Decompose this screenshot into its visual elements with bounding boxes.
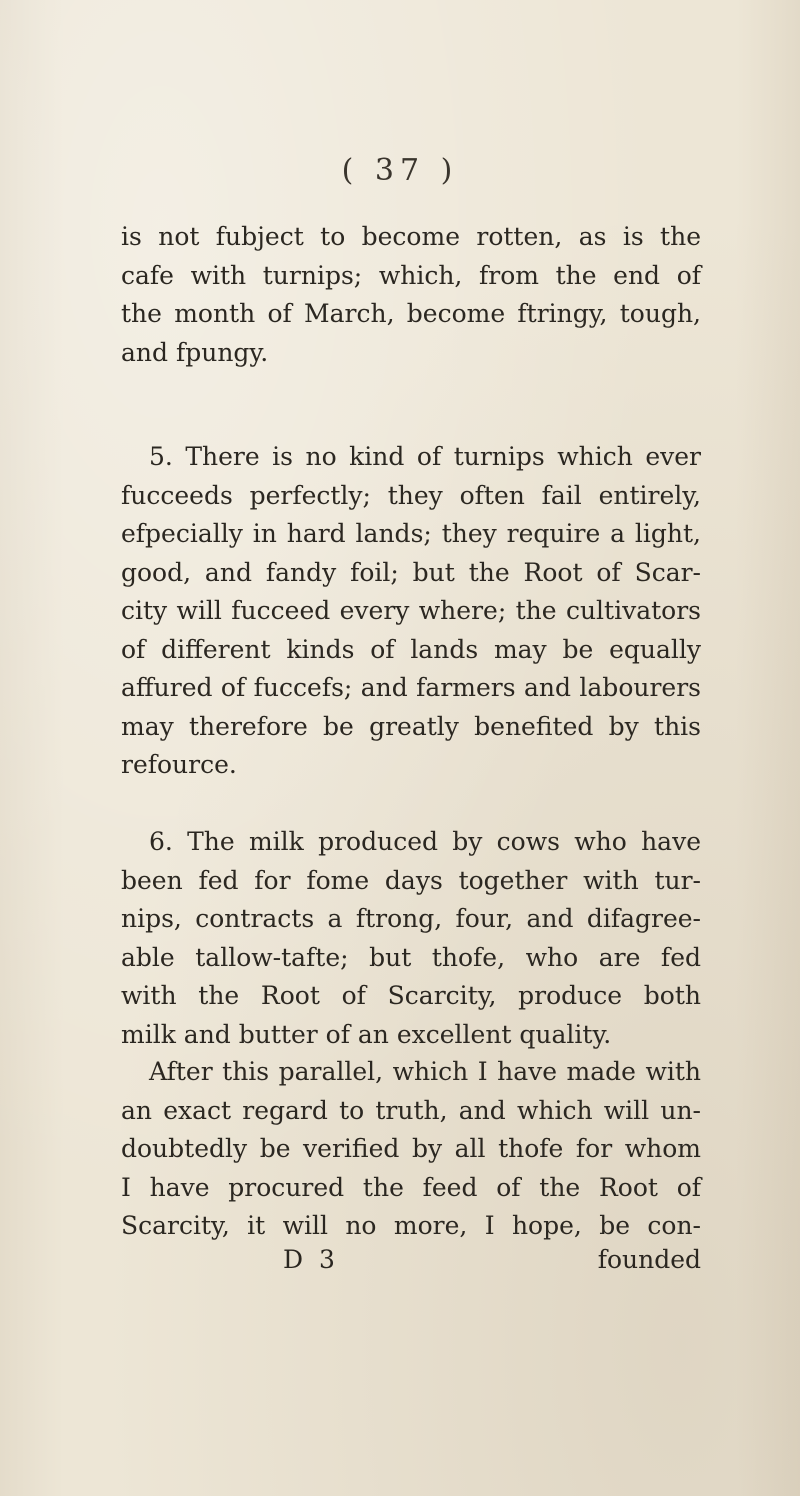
- text-line: may therefore be greatly benefited by this: [121, 711, 701, 741]
- page-footer: [121, 1245, 701, 1283]
- text-line: nips, contracts a ftrong, four, and difagree-: [121, 904, 701, 933]
- text-line: an exact regard to truth, and which will un-: [121, 1095, 701, 1125]
- text-line: I have procured the feed of the Root of: [121, 1172, 701, 1202]
- paragraph-4: [121, 1053, 701, 1246]
- text-line: city will fucceed every where; the cultivators: [121, 596, 701, 625]
- text-line: milk and butter of an excellent quality.: [121, 1019, 612, 1049]
- text-line: fucceeds perfectly; they often fail entirely,: [121, 480, 701, 510]
- text-line: Scarcity, it will no more, I hope, be con-: [121, 1211, 701, 1240]
- paragraph-1: [121, 218, 701, 372]
- text-line: been fed for fome days together with tur-: [121, 865, 701, 895]
- text-line: cafe with turnips; which, from the end of: [121, 260, 701, 290]
- text-line: good, and fandy foil; but the Root of Scar-: [121, 557, 701, 587]
- page-number: ( 37 ): [341, 153, 459, 188]
- text-line: with the Root of Scarcity, produce both: [121, 981, 701, 1010]
- text-line: able tallow-tafte; but thofe, who are fed: [121, 942, 701, 972]
- text-line: the month of March, become ftringy, tough,: [121, 299, 701, 328]
- text-line: doubtedly be verified by all thofe for whom: [121, 1134, 701, 1163]
- signature-mark: D 3: [283, 1245, 339, 1274]
- text-line: is not fubject to become rotten, as is the: [121, 222, 701, 251]
- text-line: of different kinds of lands may be equally: [121, 634, 701, 664]
- text-line: affured of fuccefs; and farmers and labourers: [121, 673, 701, 702]
- paragraph-3: [121, 823, 701, 1054]
- text-line: 6. The milk produced by cows who have: [149, 827, 701, 856]
- paragraph-2: [121, 438, 701, 785]
- text-line: 5. There is no kind of turnips which ever: [149, 442, 701, 471]
- text-line: refource.: [121, 750, 237, 779]
- catchword: founded: [597, 1245, 701, 1274]
- text-line: and fpungy.: [121, 337, 269, 367]
- text-line: After this parallel, which I have made with: [149, 1057, 701, 1086]
- text-line: efpecially in hard lands; they require a light,: [121, 519, 701, 548]
